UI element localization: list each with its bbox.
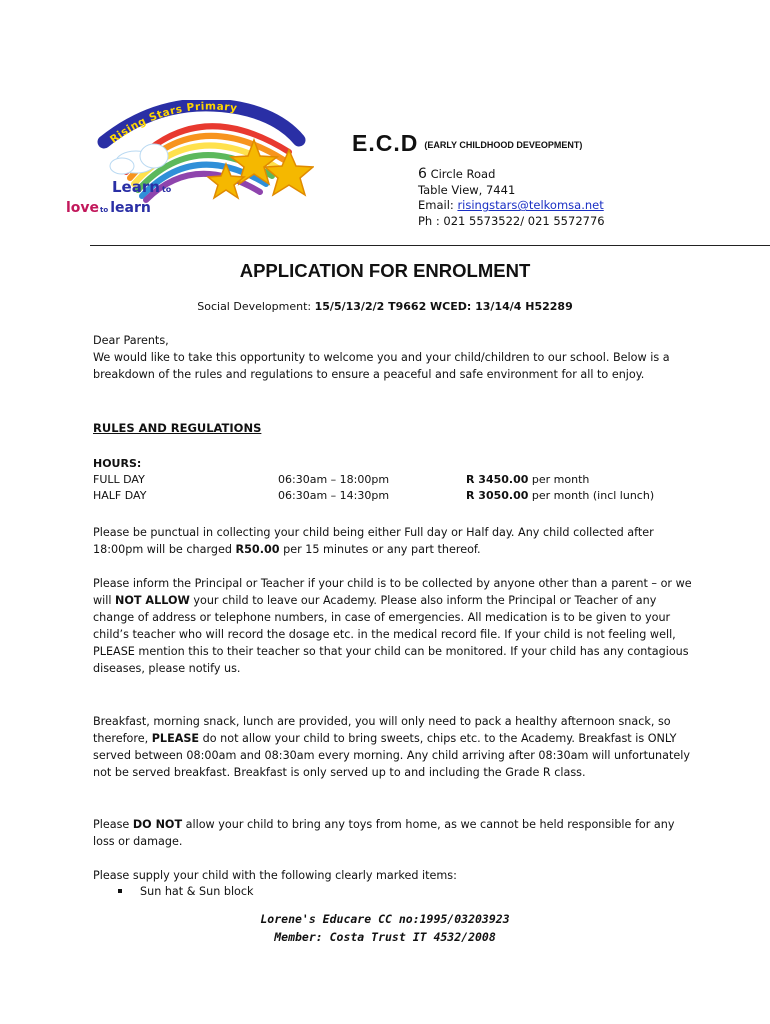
list-item-text: Sun hat & Sun block bbox=[140, 885, 254, 898]
phone-numbers: Ph : 021 5573522/ 021 5572776 bbox=[418, 213, 605, 228]
text-segment: Breakfast, morning snack, lunch are provided, you will only need to pack a healthy afternoon snack, so therefore, bbox=[93, 715, 671, 745]
address-street: Circle Road bbox=[430, 167, 496, 181]
bullet-icon bbox=[118, 889, 122, 893]
ecd-title: E.C.D bbox=[352, 130, 419, 156]
hours-name: FULL DAY bbox=[93, 473, 145, 486]
social-development-line bbox=[0, 300, 770, 313]
intro-paragraph: We would like to take this opportunity to welcome you and your child/children to our school. Below is a breakdown of the rules and regulations to ensure a peaceful and safe environment for all to enjoy. bbox=[93, 351, 670, 381]
text-segment: Please inform the Principal or Teacher if your child is to be collected by anyone other than a parent – or we will bbox=[93, 577, 692, 607]
toys-paragraph bbox=[93, 816, 693, 850]
svg-text:lovetolearn: loveto learn bbox=[66, 200, 151, 216]
meals-paragraph bbox=[93, 713, 693, 781]
hours-time: 06:30am – 18:00pm bbox=[278, 473, 390, 486]
text-segment: per 15 minutes or any part thereof. bbox=[279, 543, 481, 556]
school-address bbox=[418, 167, 605, 229]
text-segment: Please be punctual in collecting your child being either Full day or Half day. Any child collected after 18:00pm will be charged bbox=[93, 526, 654, 556]
emphasis: DO NOT bbox=[132, 818, 183, 831]
hours-unit: per month bbox=[531, 473, 590, 486]
collection-paragraph bbox=[93, 575, 693, 677]
rules-heading: RULES AND REGULATIONS bbox=[93, 421, 262, 435]
email-link[interactable]: risingstars@telkomsa.net bbox=[457, 198, 604, 213]
greeting: Dear Parents, bbox=[93, 334, 169, 347]
email-label: Email: bbox=[418, 198, 454, 213]
hours-unit: per month (incl lunch) bbox=[531, 489, 655, 502]
hours-name: HALF DAY bbox=[93, 489, 147, 502]
text-segment: do not allow your child to bring sweets, chips etc. to the Academy. Breakfast is ONLY served between 08:00am and 08:30am every morning. Any child arriving after 08:30am will unfortunately not be served breakfast. Breakfast is only served up to and including the Grade R class. bbox=[93, 732, 690, 779]
ecd-subtitle: (EARLY CHILDHOOD DEVEOPMENT) bbox=[424, 139, 583, 150]
social-label: Social Development: bbox=[197, 300, 312, 313]
hours-price: R 3450.00 bbox=[466, 473, 529, 486]
hours-time: 06:30am – 14:30pm bbox=[278, 489, 390, 502]
emphasis: PLEASE bbox=[151, 732, 200, 745]
address-number: 6 bbox=[418, 166, 427, 182]
social-value: 15/5/13/2/2 T9662 WCED: 13/14/4 H52289 bbox=[314, 300, 573, 313]
punctuality-paragraph bbox=[93, 524, 693, 558]
svg-text:Learnto: Learn to bbox=[112, 178, 172, 196]
footer-company: Lorene's Educare CC no:1995/03203923 bbox=[260, 912, 510, 926]
text-segment: Please bbox=[93, 818, 133, 831]
text-segment: your child to leave our Academy. Please also inform the Principal or Teacher of any change of address or telephone numbers, in case of emergencies. All medication is to be given to your child’s teacher who will record the dosage etc. in the medical record file. If your child is not feeling well, PLEASE mention this to their teacher so that your child can be monitored. If your child has any contagious diseases, please notify us. bbox=[93, 594, 689, 675]
ecd-heading bbox=[352, 130, 582, 157]
page-title: APPLICATION FOR ENROLMENT bbox=[239, 260, 531, 281]
list-item bbox=[118, 885, 254, 898]
svg-text:Rising Stars Primary: Rising Stars Primary bbox=[107, 100, 239, 146]
hours-price: R 3050.00 bbox=[466, 489, 529, 502]
address-city: Table View, 7441 bbox=[418, 182, 516, 197]
header-divider bbox=[90, 245, 770, 246]
late-fee: R50.00 bbox=[235, 543, 280, 556]
rising-stars-logo-graphic bbox=[64, 100, 314, 220]
text-segment: allow your child to bring any toys from home, as we cannot be held responsible for any loss or damage. bbox=[93, 818, 675, 848]
emphasis: NOT ALLOW bbox=[115, 594, 190, 607]
footer-member: Member: Costa Trust IT 4532/2008 bbox=[274, 930, 496, 944]
hours-label: HOURS: bbox=[93, 457, 142, 470]
school-logo bbox=[64, 100, 314, 220]
items-intro: Please supply your child with the following clearly marked items: bbox=[93, 869, 457, 882]
